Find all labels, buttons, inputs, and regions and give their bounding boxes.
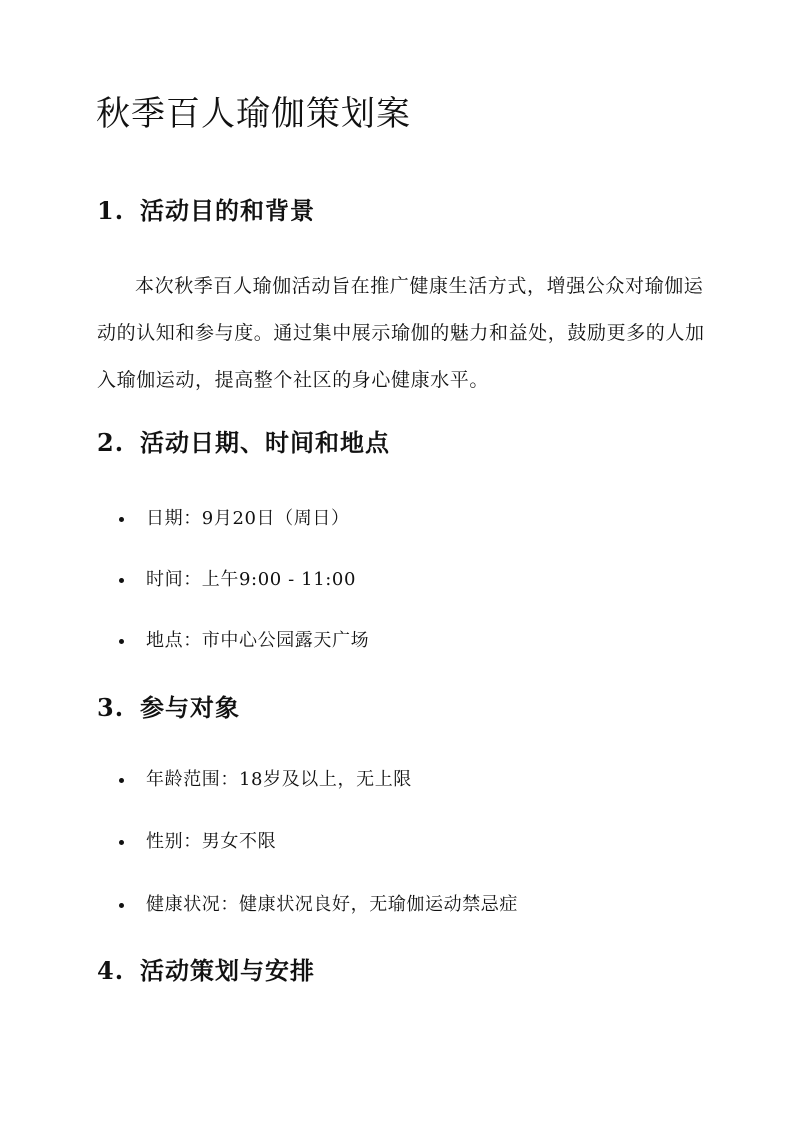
bullet-icon	[119, 840, 124, 845]
section-title: 参与对象	[140, 693, 240, 722]
section-number: 2.	[97, 428, 125, 457]
section-number: 1.	[97, 196, 125, 225]
section-title: 活动策划与安排	[140, 956, 315, 985]
bullet-icon	[119, 578, 124, 583]
bullet-icon	[119, 778, 124, 783]
section-heading-4	[97, 957, 315, 986]
section-title: 活动日期、时间和地点	[140, 428, 390, 457]
list-item-text: 时间：上午9:00 - 11:00	[146, 569, 357, 590]
list-item-text: 年龄范围：18岁及以上，无上限	[146, 769, 412, 790]
list-item-text: 地点：市中心公园露天广场	[146, 630, 370, 651]
section-heading-1	[97, 197, 315, 226]
section-heading-2	[97, 429, 390, 458]
list-item-text: 性别：男女不限	[146, 831, 277, 852]
section-title: 活动目的和背景	[140, 196, 315, 225]
list-item-text: 健康状况：健康状况良好，无瑜伽运动禁忌症	[146, 894, 518, 915]
section-number: 3.	[97, 693, 125, 722]
bullet-icon	[119, 639, 124, 644]
bullet-icon	[119, 517, 124, 522]
section-number: 4.	[97, 956, 125, 985]
list-item-text: 日期：9月20日（周日）	[146, 508, 350, 529]
document-title: 秋季百人瑜伽策划案	[96, 94, 411, 134]
bullet-icon	[119, 903, 124, 908]
section-heading-3	[97, 694, 240, 723]
section-paragraph: 本次秋季百人瑜伽活动旨在推广健康生活方式，增强公众对瑜伽运动的认知和参与度。通过集中展示瑜伽的魅力和益处，鼓励更多的人加入瑜伽运动，提高整个社区的身心健康水平。	[97, 275, 705, 391]
